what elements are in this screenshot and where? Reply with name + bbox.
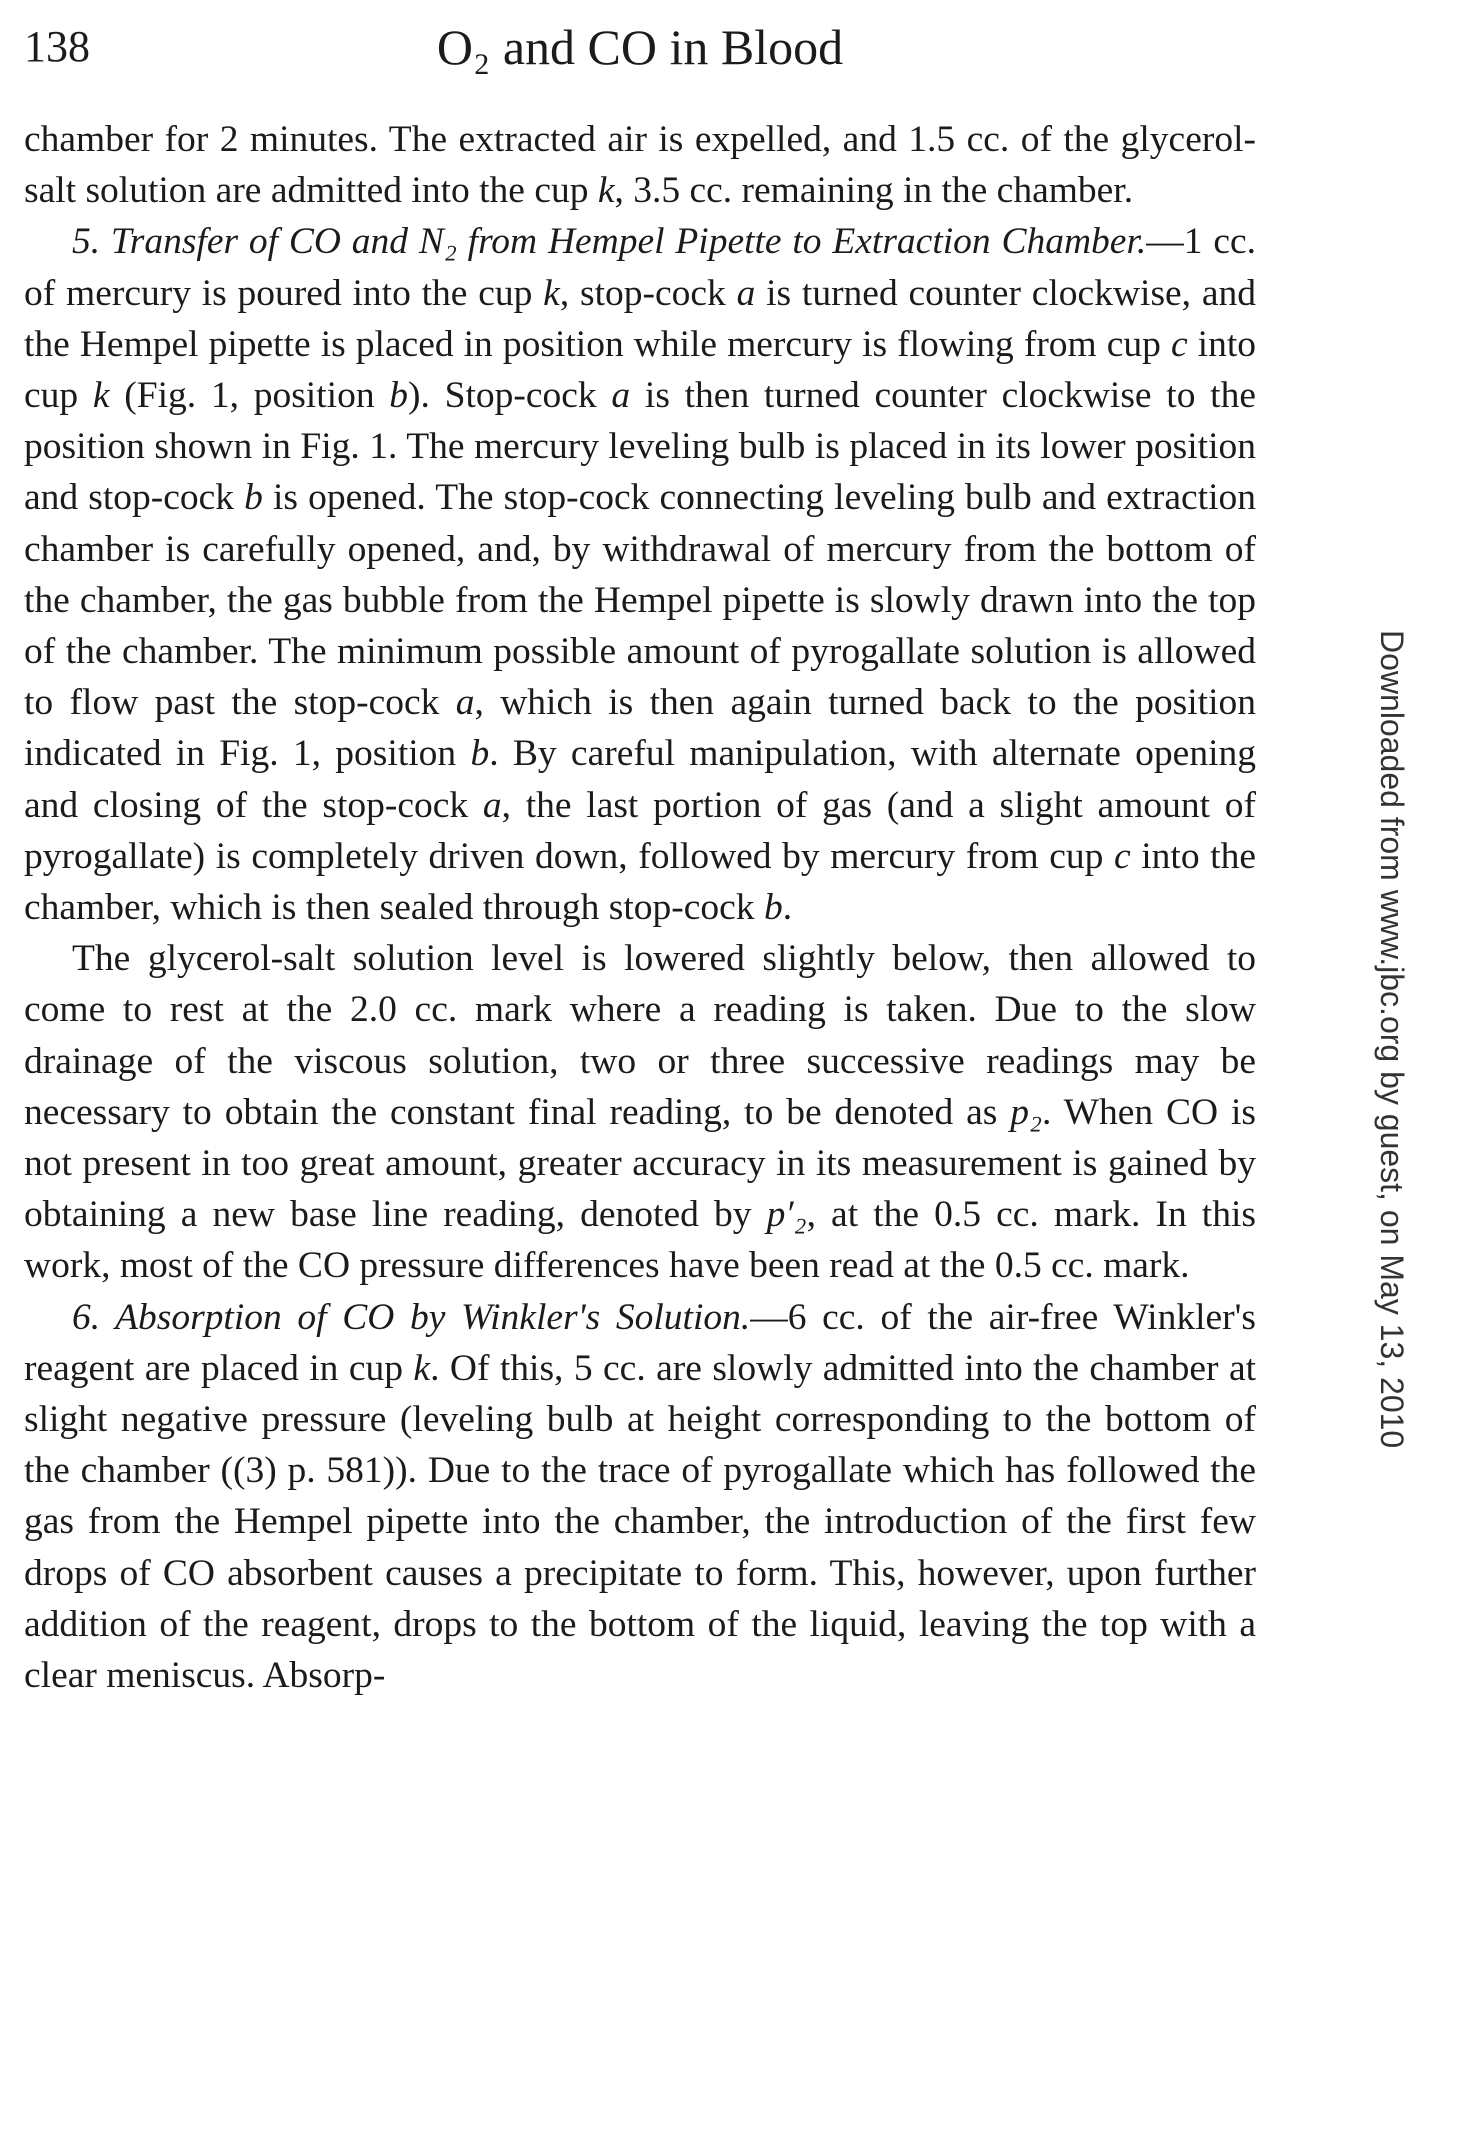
running-title: O₂ and CO in Blood (436, 19, 844, 75)
variable: p₂ (1010, 1091, 1043, 1133)
page-header (24, 12, 1256, 82)
variable: k (597, 170, 615, 212)
variable: b (389, 375, 409, 417)
paragraph: chamber for 2 minutes. The extracted air is expelled, and 1.5 cc. of the glycerol-salt solution are admitted into the cup k, 3.5 cc. remaining in the chamber. (24, 119, 1256, 212)
body-text (24, 114, 1256, 1701)
variable: a (455, 682, 475, 724)
section-heading: 6. Absorption of CO by Winkler's Solution. (72, 1296, 751, 1338)
variable: p′₂ (766, 1194, 807, 1236)
variable: b (470, 733, 490, 775)
variable: c (1114, 835, 1131, 877)
download-watermark: Downloaded from www.jbc.org by guest, on May 13, 2010 (1374, 630, 1410, 1449)
variable: k (543, 272, 560, 314)
paragraph: 6. Absorption of CO by Winkler's Solution.—6 cc. of the air-free Winkler's reagent are placed in cup k. Of this, 5 cc. are slowly admitted into the chamber at slight negative pressure (leveling bulb at height corresponding to the bottom of the chamber ((3) p. 581)). Due to the trace of pyrogallate which has followed the gas from the Hempel pipette into the chamber, the introduction of the first few drops of CO absorbent causes a precipitate to form. This, however, upon further addition of the reagent, drops to the bottom of the liquid, leaving the top with a clear meniscus. Absorp- (24, 1296, 1257, 1697)
variable: a (611, 375, 631, 417)
variable: c (1170, 323, 1188, 365)
variable: b (244, 477, 263, 519)
page-number: 138 (24, 22, 90, 71)
variable: b (763, 887, 783, 929)
paragraph: The glycerol-salt solution level is lowered slightly below, then allowed to come to rest at the 2.0 cc. mark where a reading is taken. Due to the slow drainage of the viscous solution, two or three successive readings may be necessary to obtain the constant final reading, to be denoted as p₂. When CO is not present in too great amount, greater accuracy in its measurement is gained by obtaining a new base line reading, denoted by p′₂, at the 0.5 cc. mark. In this work, most of the CO pressure differences have been read at the 0.5 cc. mark. (24, 938, 1257, 1287)
variable: k (413, 1347, 431, 1389)
paragraph: 5. Transfer of CO and N₂ from Hempel Pipette to Extraction Chamber.—1 cc. of mercury is poured into the cup k, stop-cock a is turned counter clockwise, and the Hempel pipette is placed in position while mercury is flowing from cup c into cup k (Fig. 1, position b). Stop-cock a is then turned counter clockwise to the position shown in Fig. 1. The mercury leveling bulb is placed in its lower position and stop-cock b is opened. The stop-cock connecting leveling bulb and extraction chamber is carefully opened, and, by withdrawal of mercury from the bottom of the chamber, the gas bubble from the Hempel pipette is slowly drawn into the top of the chamber. The minimum possible amount of pyrogallate solution is allowed to flow past the stop-cock a, which is then again turned back to the position indicated in Fig. 1, position b. By careful manipulation, with alternate opening and closing of the stop-cock a, the last portion of gas (and a slight amount of pyrogallate) is completely driven down, followed by mercury from cup c into the chamber, which is then sealed through stop-cock b. (24, 221, 1256, 929)
variable: a (482, 784, 502, 826)
section-heading: 5. Transfer of CO and N₂ from Hempel Pipette to Extraction Chamber. (72, 221, 1147, 263)
variable: k (92, 375, 110, 417)
variable: a (736, 272, 756, 314)
